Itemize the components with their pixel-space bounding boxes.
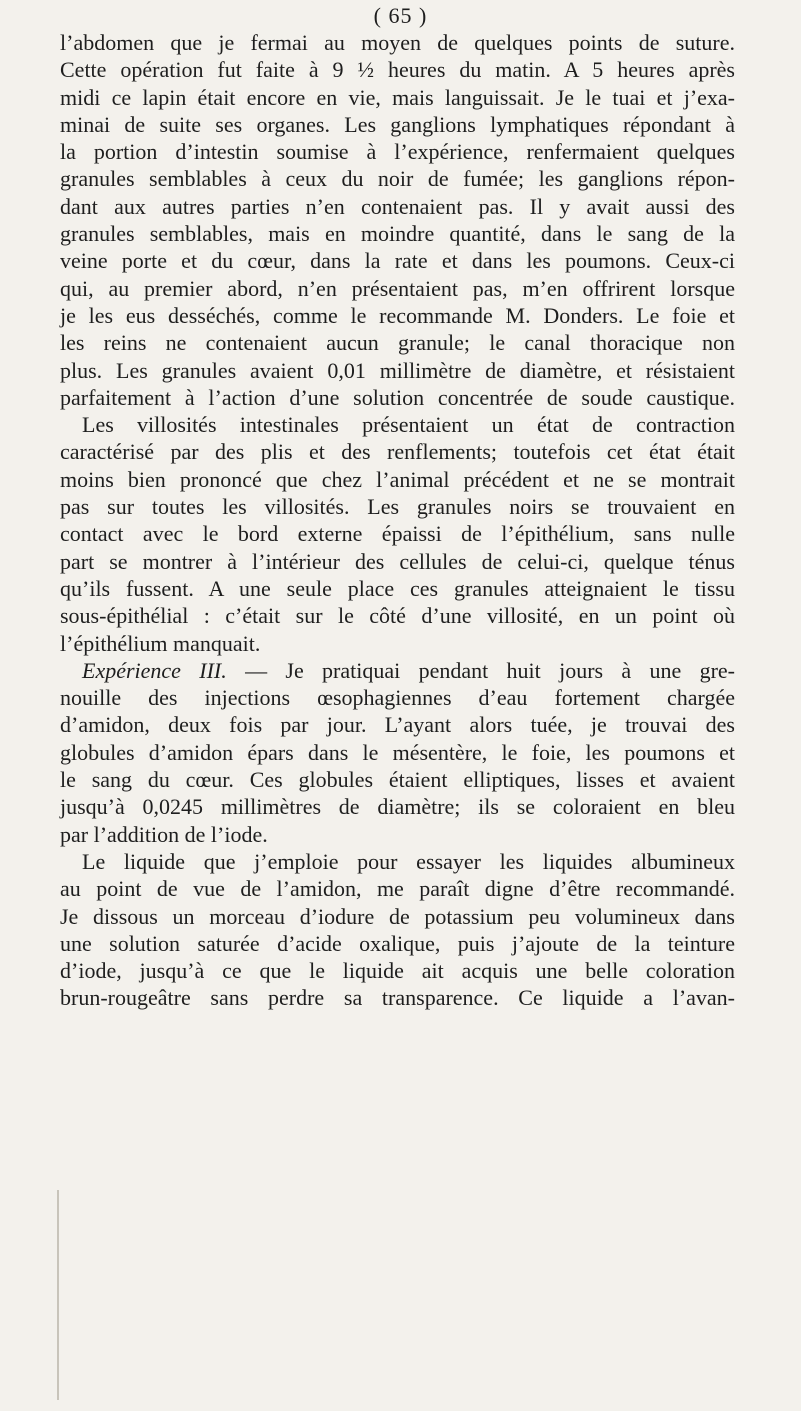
text-line: le sang du cœur. Ces globules étaient elliptiques, lisses et avaient <box>60 767 735 793</box>
text-line: d’iode, jusqu’à ce que le liquide ait acquis une belle coloration <box>60 958 735 984</box>
text-line: caractérisé par des plis et des renflements; toutefois cet état était <box>60 439 735 465</box>
text-line: les reins ne contenaient aucun granule; le canal thoracique non <box>60 330 735 356</box>
text-line: dant aux autres parties n’en contenaient pas. Il y avait aussi des <box>60 193 735 219</box>
text-line: plus. Les granules avaient 0,01 millimètre de diamètre, et résistaient <box>60 357 735 383</box>
text-line: pas sur toutes les villosités. Les granules noirs se trouvaient en <box>60 494 735 520</box>
experience-line <box>60 657 735 684</box>
text-line: la portion d’intestin soumise à l’expérience, renfermaient quelques <box>60 139 735 165</box>
text-line: qui, au premier abord, n’en présentaient pas, m’en offrirent lorsque <box>60 275 735 301</box>
text-line: Cette opération fut faite à 9 ½ heures du matin. A 5 heures après <box>60 57 735 83</box>
text-line: par l’addition de l’iode. <box>60 821 268 847</box>
text-line: moins bien prononcé que chez l’animal précédent et ne se montrait <box>60 466 735 492</box>
text-line: au point de vue de l’amidon, me paraît digne d’être recommandé. <box>60 876 735 902</box>
text-line: globules d’amidon épars dans le mésentère, le foie, les poumons et <box>60 739 735 765</box>
text-line: Je dissous un morceau d’iodure de potassium peu volumineux dans <box>60 903 735 929</box>
text-line: une solution saturée d’acide oxalique, puis j’ajoute de la teinture <box>60 930 735 956</box>
text-line: part se montrer à l’intérieur des cellules de celui-ci, quelque ténus <box>60 548 735 574</box>
experience-text: — Je pratiquai pendant huit jours à une gre- <box>245 657 735 683</box>
text-line: qu’ils fussent. A une seule place ces granules atteignaient le tissu <box>60 575 735 601</box>
text-line: brun-rougeâtre sans perdre sa transparence. Ce liquide a l’avan- <box>60 985 735 1011</box>
text-line: Le liquide que j’emploie pour essayer les liquides albumineux <box>82 848 735 874</box>
text-line: d’amidon, deux fois par jour. L’ayant alors tuée, je trouvai des <box>60 712 735 738</box>
experience-heading: Expérience III. <box>82 657 227 683</box>
text-line: l’abdomen que je fermai au moyen de quelques points de suture. <box>60 30 735 55</box>
text-line: granules semblables, mais en moindre quantité, dans le sang de la <box>60 221 735 247</box>
margin-mark <box>57 1190 59 1400</box>
page-number: ( 65 ) <box>373 3 428 28</box>
text-line: sous-épithélial : c’était sur le côté d’une villosité, en un point où <box>60 603 735 629</box>
text-line: nouille des injections œsophagiennes d’eau fortement chargée <box>60 685 735 711</box>
text-line: Les villosités intestinales présentaient un état de contraction <box>82 412 735 438</box>
text-line: granules semblables à ceux du noir de fumée; les ganglions répon- <box>60 166 735 192</box>
body-text <box>60 29 735 1012</box>
text-line: midi ce lapin était encore en vie, mais languissait. Je le tuai et j’exa- <box>60 84 735 110</box>
text-line: veine porte et du cœur, dans la rate et dans les poumons. Ceux-ci <box>60 248 735 274</box>
text-line: jusqu’à 0,0245 millimètres de diamètre; ils se coloraient en bleu <box>60 794 735 820</box>
text-line: minai de suite ses organes. Les ganglions lymphatiques répondant à <box>60 111 735 137</box>
text-line: contact avec le bord externe épaissi de l’épithélium, sans nulle <box>60 521 735 547</box>
text-line: l’épithélium manquait. <box>60 630 261 656</box>
text-line: je les eus desséchés, comme le recommande M. Donders. Le foie et <box>60 302 735 328</box>
text-line: parfaitement à l’action d’une solution concentrée de soude caustique. <box>60 384 735 410</box>
